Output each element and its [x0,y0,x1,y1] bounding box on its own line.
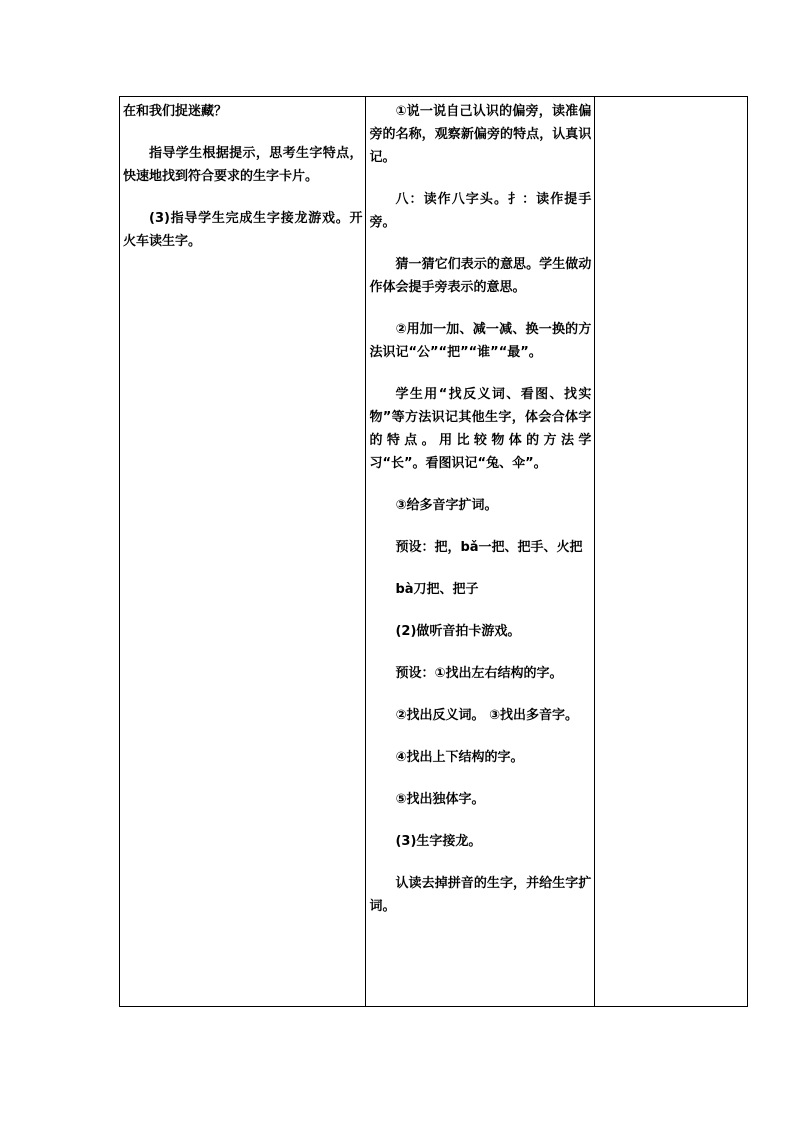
mid-para-7: bà刀把、把子 [395,582,479,597]
mid-para-0: ①说一说自己认识的偏旁，读准偏旁的名称，观察新偏旁的特点，认真识记。 [369,104,592,165]
teacher-activity-cell [120,97,366,1007]
left-para-0: 在和我们捉迷藏？ [123,104,228,119]
mid-para-11: ④找出上下结构的字。 [395,750,524,765]
mid-para-8: (2)做听音拍卡游戏。 [395,624,521,639]
mid-para-10: ②找出反义词。 ③找出多音字。 [395,708,578,723]
left-para-1: 指导学生根据提示，思考生字特点，快速地找到符合要求的生字卡片。 [123,146,363,184]
student-activity-cell [366,97,595,1007]
mid-para-4: 学生用“找反义词、看图、找实物”等方法识记其他生字，体会合体字的特点。用比较物体的方法学习“长”。看图识记“兔、伞”。 [369,387,592,471]
mid-para-13: (3)生字接龙。 [395,834,482,849]
mid-para-3: ②用加一加、减一减、换一换的方法识记“公”“把”“谁”“最”。 [369,322,592,360]
mid-para-6: 预设：把，bǎ一把、把手、火把 [395,540,583,555]
mid-para-12: ⑤找出独体字。 [395,792,485,807]
notes-cell [595,97,748,1007]
mid-para-9: 预设：①找出左右结构的字。 [395,666,563,681]
left-para-2: (3)指导学生完成生字接龙游戏。开火车读生字。 [123,211,363,249]
table-row [120,97,748,1007]
mid-para-14: 认读去掉拼音的生字，并给生字扩词。 [369,876,592,914]
mid-para-5: ③给多音字扩词。 [395,498,498,513]
mid-para-1: 八：读作八字头。扌：读作提手旁。 [369,192,592,230]
lesson-plan-table [119,96,748,1007]
mid-para-2: 猜一猜它们表示的意思。学生做动作体会提手旁表示的意思。 [369,257,592,295]
